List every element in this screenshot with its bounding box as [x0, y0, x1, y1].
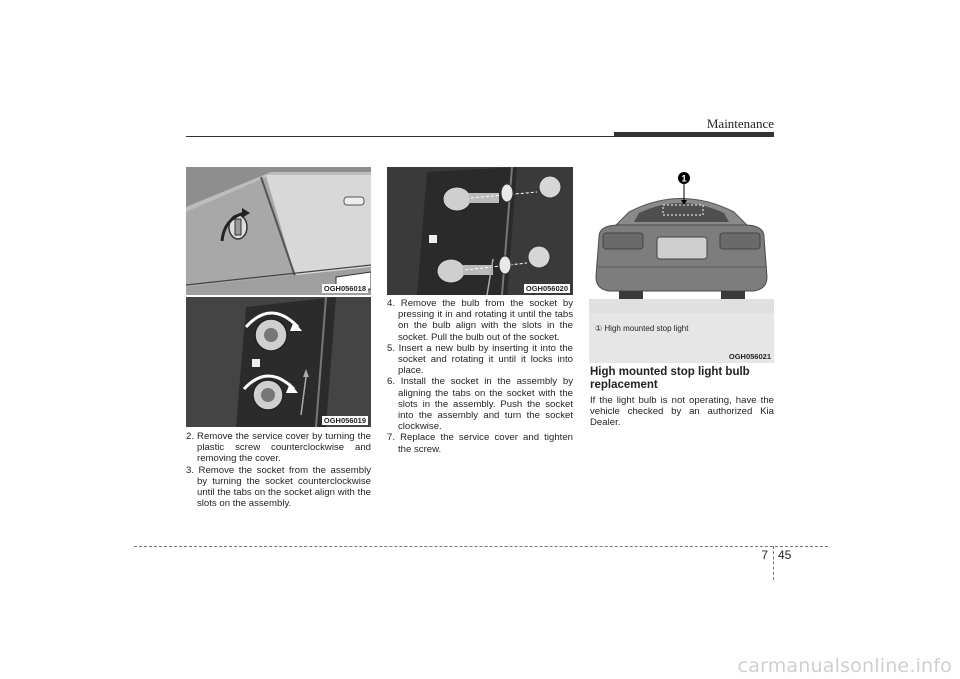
step-item: 5. Insert a new bulb by inserting it into the socket and rotating it until it locks into place.	[387, 342, 573, 377]
bulb-removal-illustration	[387, 167, 573, 295]
figure-caption-box	[589, 313, 774, 363]
car-rear-illustration	[589, 167, 774, 313]
caption-marker: ①	[595, 324, 603, 333]
figure-service-cover	[186, 167, 371, 295]
footer-rule	[134, 546, 828, 547]
step-item: 4. Remove the bulb from the socket by pressing it in and rotating it until the tabs on the bulb align with the slots in the socket. Pull the bulb out of the socket.	[387, 298, 573, 343]
callout-number: 1	[681, 173, 687, 184]
caption-label: High mounted stop light	[604, 324, 689, 333]
figure-code: OGH056019	[323, 416, 366, 425]
figure-code: OGH056018	[323, 284, 366, 293]
step-item: 6. Install the socket in the assembly by aligning the tabs on the socket with the slots in the assembly. Push the socket into the assembly and turn the socket clockwise.	[387, 376, 573, 433]
figure-caption	[595, 324, 688, 333]
section-title: Maintenance	[706, 116, 774, 131]
figure-socket-removal	[186, 297, 371, 427]
subsection-body: If the light bulb is not operating, have the vehicle checked by an authorized Kia Dealer.	[590, 395, 774, 429]
steps-middle	[387, 298, 573, 455]
step-item: 3. Remove the socket from the assembly by turning the socket counterclockwise until the tabs on the socket align with the slots on the assembly.	[186, 464, 371, 510]
figure-code: OGH056020	[525, 284, 568, 293]
steps-left	[186, 431, 371, 509]
step-item: 2. Remove the service cover by turning the plastic screw counterclockwise and removing the cover.	[186, 431, 371, 465]
socket-removal-illustration	[186, 297, 371, 427]
chapter-number: 7	[761, 548, 768, 562]
subsection-title: High mounted stop light bulb replacement	[590, 366, 750, 391]
step-item: 7. Replace the service cover and tighten the screw.	[387, 432, 573, 455]
watermark: carmanualsonline.info	[737, 655, 952, 677]
figure-code: OGH056021	[728, 352, 771, 361]
figure-bulb-removal	[387, 167, 573, 295]
header-rule-accent	[614, 132, 774, 137]
figure-high-mounted-stop-light	[589, 167, 774, 313]
service-cover-illustration	[186, 167, 371, 295]
footer-divider	[773, 546, 774, 580]
page-number: 45	[778, 548, 792, 562]
